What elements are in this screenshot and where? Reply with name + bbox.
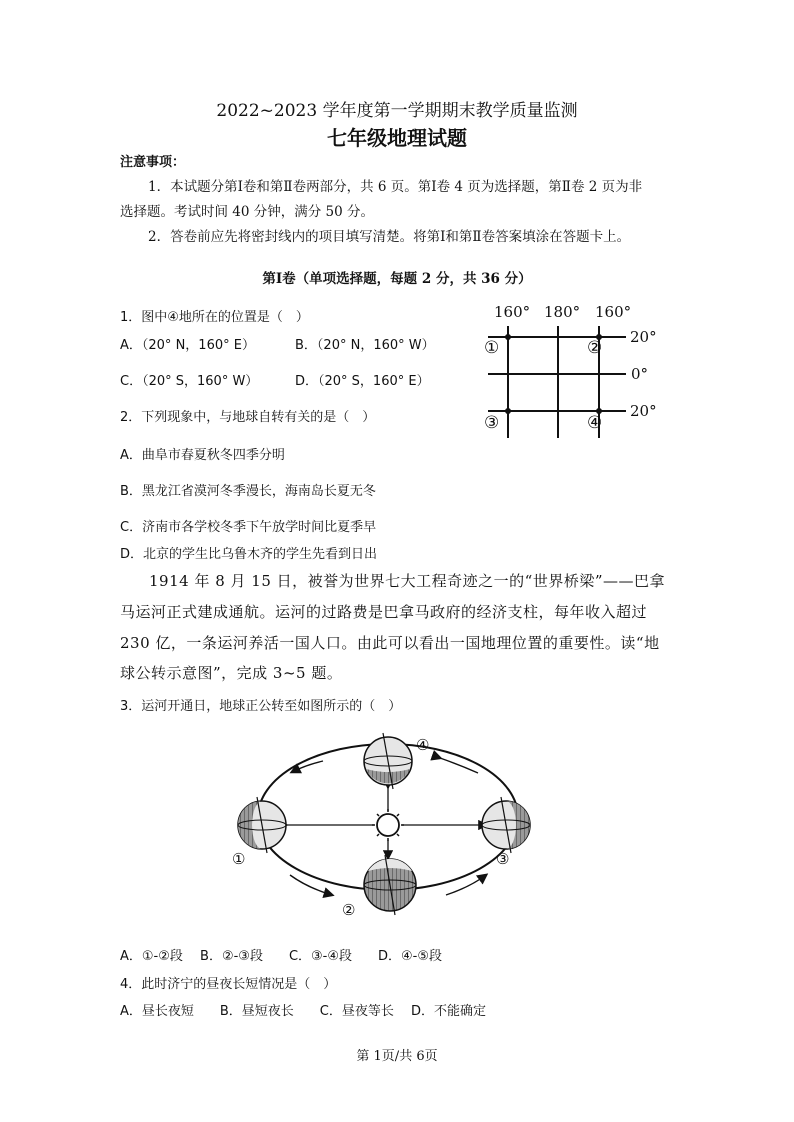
earth-position-3-icon xyxy=(482,797,530,853)
exam-title: 2022~2023 学年度第一学期期末教学质量监测 xyxy=(216,101,578,121)
q2-option-b: B．黑龙江省漠河冬季漫长，海南岛长夏无冬 xyxy=(120,484,376,499)
notice-item-2: 2．答卷前应先将密封线内的项目填写清楚。将第Ⅰ和第Ⅱ卷答案填涂在答题卡上。 xyxy=(148,229,631,245)
lon-label-mid: 180° xyxy=(544,303,581,321)
passage-line-2: 马运河正式建成通航。运河的过路费是巴拿马政府的经济支柱，每年收入超过 xyxy=(120,603,648,621)
page-footer: 第 1页/共 6页 xyxy=(356,1049,438,1064)
q2-stem: 2．下列现象中，与地球自转有关的是（ ） xyxy=(120,410,376,425)
earth-position-1-icon xyxy=(238,797,286,853)
q4-stem: 4．此时济宁的昼夜长短情况是（ ） xyxy=(120,977,337,992)
q1-option-b: B．（20° N，160° W） xyxy=(295,338,435,353)
point-1-dot xyxy=(505,334,511,340)
orbit-label-3: ③ xyxy=(496,850,510,868)
notice-item-1-line-1: 1．本试题分第Ⅰ卷和第Ⅱ卷两部分，共 6 页。第Ⅰ卷 4 页为选择题，第Ⅱ卷 2 页为非 xyxy=(148,179,643,195)
orbit-arrow-bottom-left xyxy=(290,875,332,895)
orbit-label-1: ① xyxy=(232,850,246,868)
orbit-arrow-top-right xyxy=(440,758,478,773)
orbit-label-4: ④ xyxy=(416,736,430,754)
q1-option-d: D．（20° S，160° E） xyxy=(295,374,430,389)
point-2-label: ② xyxy=(587,338,603,358)
notice-heading: 注意事项： xyxy=(120,155,186,170)
passage-line-1: 1914 年 8 月 15 日，被誉为世界七大工程奇迹之一的“世界桥梁”——巴拿 xyxy=(149,572,665,590)
sun-icon xyxy=(372,809,404,841)
q1-option-a: A．（20° N，160° E） xyxy=(120,338,255,353)
orbit-label-2: ② xyxy=(342,901,356,919)
lat-lon-grid-figure xyxy=(478,298,668,443)
passage-line-3: 230 亿，一条运河养活一国人口。由此可以看出一国地理位置的重要性。读“地 xyxy=(120,634,660,652)
point-1-label: ① xyxy=(484,338,500,358)
q4-options: A．昼长夜短 B．昼短夜长 C．昼夜等长 D．不能确定 xyxy=(120,1004,487,1019)
q2-option-a: A．曲阜市春夏秋冬四季分明 xyxy=(120,448,285,463)
lon-label-right: 160° xyxy=(595,303,632,321)
point-3-dot xyxy=(505,408,511,414)
orbit-arrow-top-left xyxy=(292,761,323,772)
earth-position-2-icon xyxy=(364,855,416,915)
lon-label-left: 160° xyxy=(494,303,531,321)
q3-stem: 3．运河开通日，地球正公转至如图所示的（ ） xyxy=(120,699,402,714)
earth-position-4-icon xyxy=(364,733,412,789)
exam-subtitle: 七年级地理试题 xyxy=(327,126,467,150)
q2-option-c: C．济南市各学校冬季下午放学时间比夏季早 xyxy=(120,520,377,535)
earth-orbit-figure xyxy=(228,725,558,920)
notice-item-1-line-2: 选择题。考试时间 40 分钟，满分 50 分。 xyxy=(120,204,375,220)
lat-label-bottom: 20° xyxy=(630,402,657,420)
lat-label-top: 20° xyxy=(630,328,657,346)
q1-option-c: C．（20° S，160° W） xyxy=(120,374,259,389)
point-4-label: ④ xyxy=(587,413,603,433)
q1-stem: 1．图中④地所在的位置是（ ） xyxy=(120,310,309,325)
orbit-arrow-bottom-right xyxy=(446,875,486,895)
point-3-label: ③ xyxy=(484,413,500,433)
passage-line-4: 球公转示意图”，完成 3~5 题。 xyxy=(120,664,343,682)
section-heading: 第Ⅰ卷（单项选择题，每题 2 分，共 36 分） xyxy=(262,271,532,287)
q2-option-d: D．北京的学生比乌鲁木齐的学生先看到日出 xyxy=(120,547,378,562)
lat-label-mid: 0° xyxy=(631,365,649,383)
q3-options: A．①-②段 B．②-③段 C．③-④段 D．④-⑤段 xyxy=(120,949,443,964)
